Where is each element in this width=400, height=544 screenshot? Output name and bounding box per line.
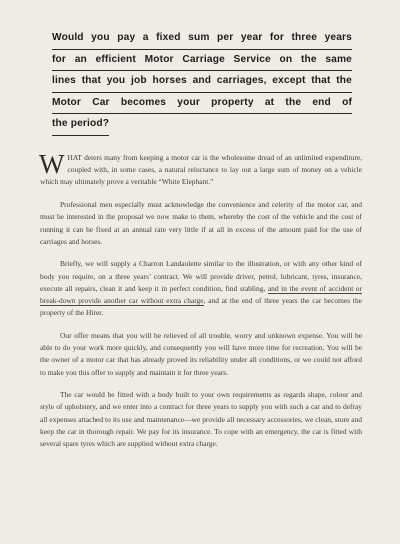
paragraph-3-before: Briefly, we will supply a Charron Landaulette similar to the illustration, or with any other kind of body you require, on a three years’ contract. We will provide driver, petrol, lubricant, tyres, insurance, execute all repairs, clean it and keep it in perfect condition, find stabling, [40, 259, 362, 293]
drop-cap: W [39, 149, 65, 179]
headline-line: lines that you job horses and carriages, except that the [52, 71, 352, 93]
underlined-phrase: and in the event of accident or break-down provide another car without extra charge [40, 283, 362, 306]
paragraph-1-text: HAT deters many from keeping a motor car is the wholesome dread of an unlimited expenditure, coupled with, in some cases, a natural reluctance to lay out a large sum of money on a vehicle which may ultimately prove a veritable “White Elephant.” [40, 153, 362, 187]
paragraph-3 [40, 258, 362, 319]
headline [52, 28, 352, 144]
body-text [39, 149, 362, 461]
paragraph-1 [39, 149, 362, 189]
paragraph-2: Professional men especially must acknowledge the convenience and celerity of the motor car, and must be interested in the proposal we now make to them, whereby the cost of the vehicle and the cost of running it can be fixed at an annual rate very little if at all in excess of the amount paid for the use of carriages and horses. [40, 200, 362, 246]
paragraph-3-after: , and at the end of three years the car becomes the property of the Hirer. [40, 296, 362, 318]
paragraph-5: The car would be fitted with a body built to your own requirements as regards shape, colour and style of upholstery, and we enter into a contract for three years to supply you with such a car and to defray all expenses attached to its use and maintenance—we provide all necessary accessories, we clean, store and keep the car in thorough repair. We pay for its insurance. To cope with an emergency, the car is fitted with several spare tyres which are supplied without extra charge. [40, 390, 362, 449]
paragraph-4: Our offer means that you will be relieved of all trouble, worry and unknown expense. You will be able to do your work more quickly, and consequently you will have more time for recreation. You will be the owner of a motor car that has already proved its reliability under all conditions, or we could not afford to make you this offer to supply and maintain it for three years. [40, 330, 362, 377]
headline-line: the period? [52, 114, 109, 136]
headline-line: for an efficient Motor Carriage Service on the same [52, 50, 352, 72]
headline-line: Would you pay a fixed sum per year for three years [52, 28, 352, 50]
headline-line: Motor Car becomes your property at the end of [52, 93, 352, 115]
